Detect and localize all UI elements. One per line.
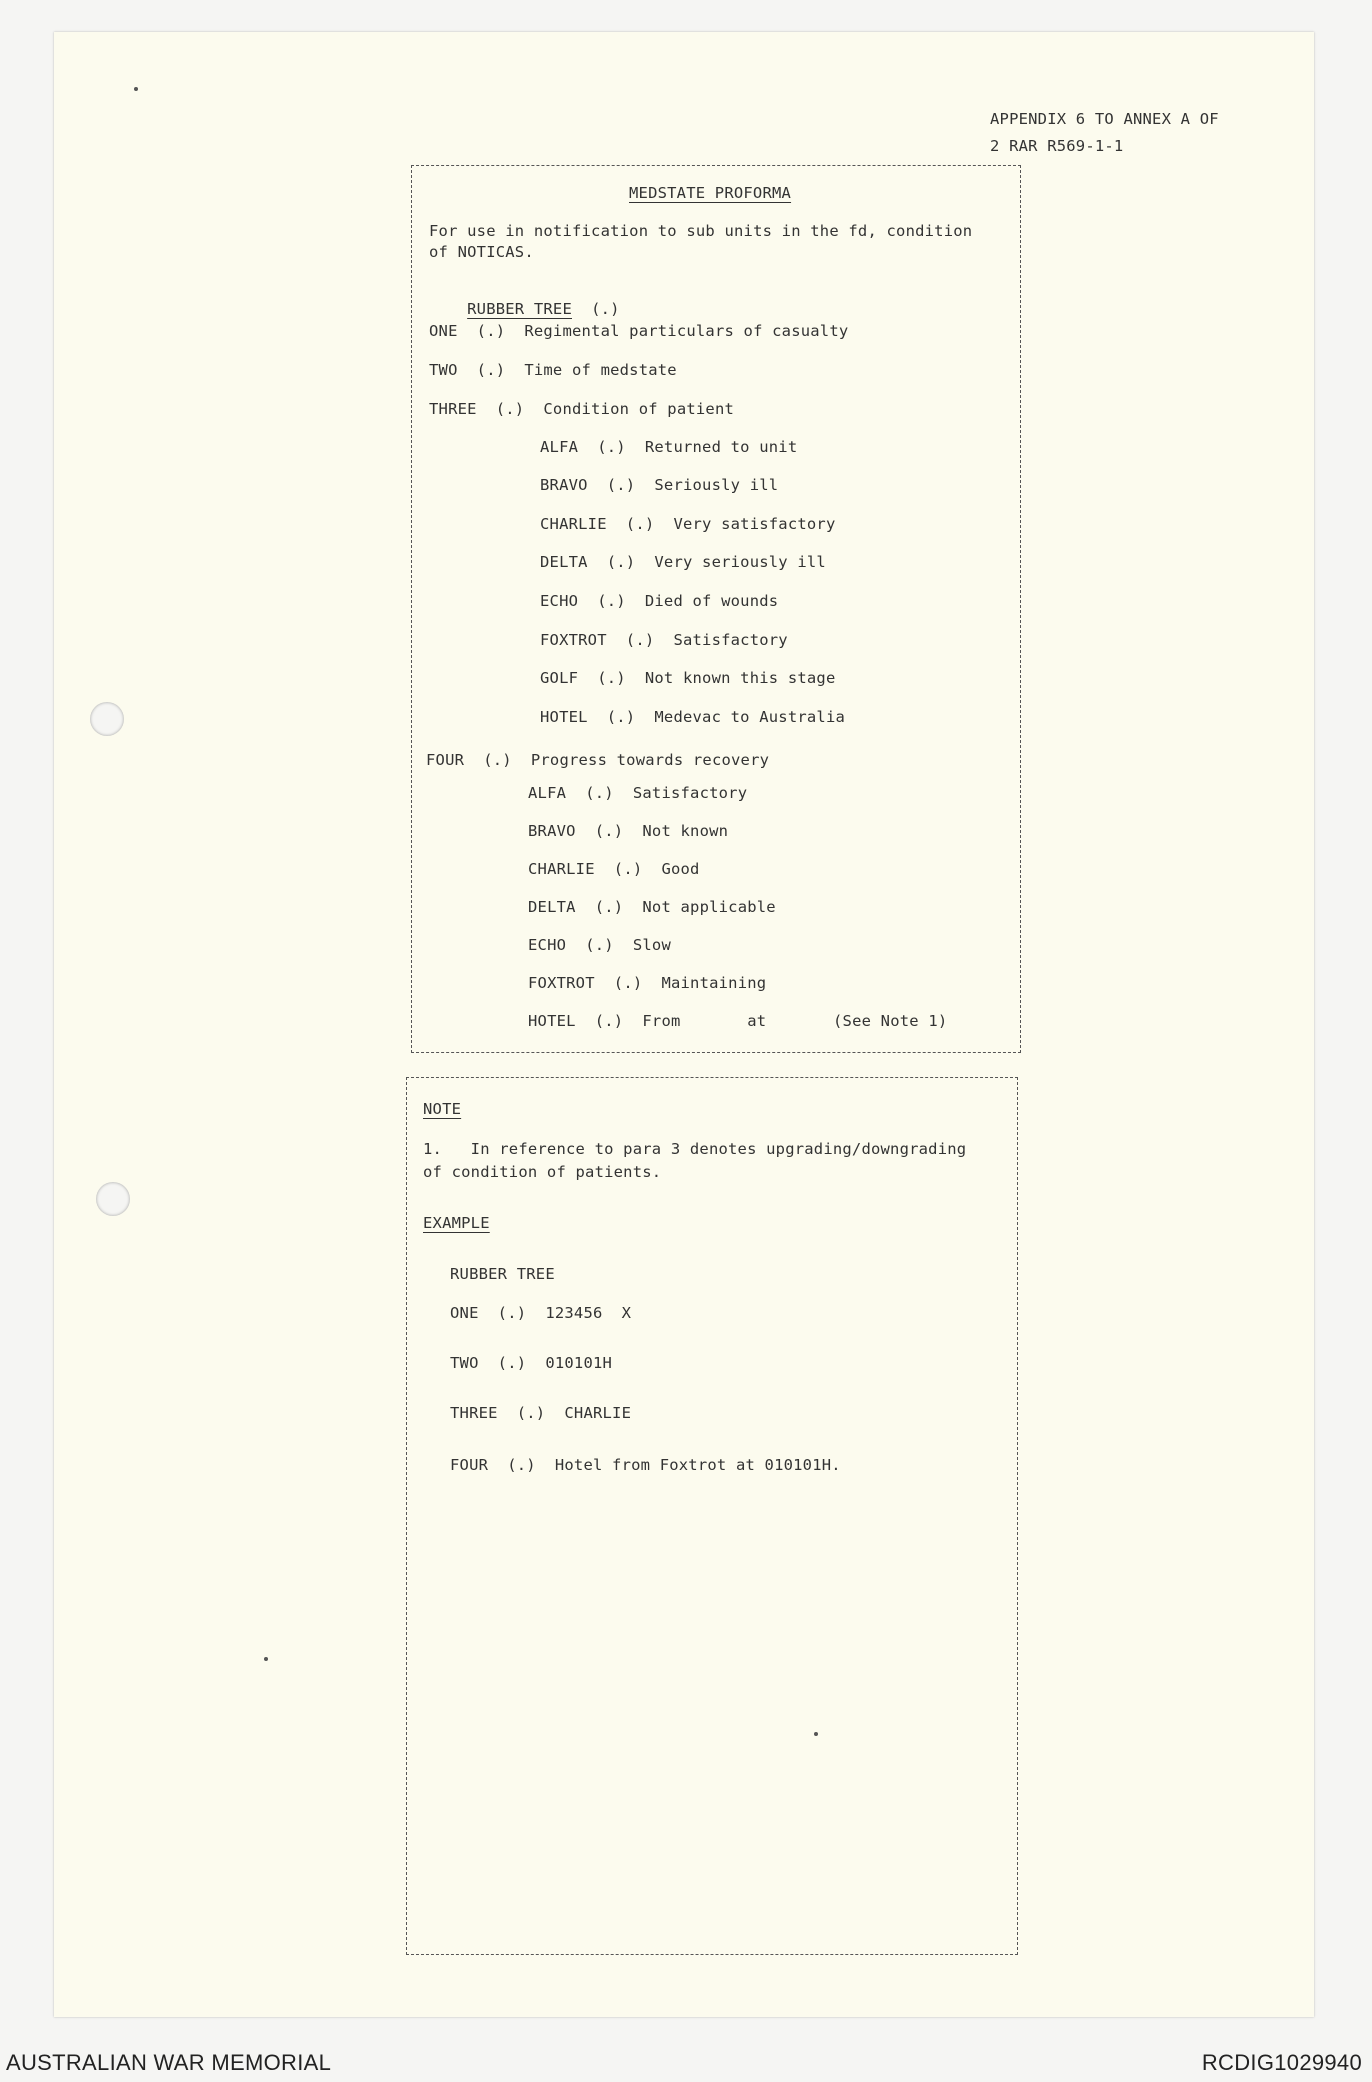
footer-left: AUSTRALIAN WAR MEMORIAL bbox=[6, 2050, 332, 2075]
example-line: FOUR (.) Hotel from Foxtrot at 010101H. bbox=[450, 1456, 841, 1474]
condition-option: GOLF (.) Not known this stage bbox=[540, 669, 836, 687]
progress-option: HOTEL (.) From at (See Note 1) bbox=[528, 1012, 948, 1030]
progress-option: FOXTROT (.) Maintaining bbox=[528, 974, 767, 992]
example-line: TWO (.) 010101H bbox=[450, 1354, 613, 1372]
condition-option: CHARLIE (.) Very satisfactory bbox=[540, 515, 836, 533]
note-1-line-1: 1. In reference to para 3 denotes upgrading/downgrading bbox=[423, 1140, 967, 1158]
example-line: RUBBER TREE bbox=[450, 1265, 555, 1283]
notes-box bbox=[406, 1077, 1018, 1955]
example-line: ONE (.) 123456 X bbox=[450, 1304, 632, 1322]
proforma-title: MEDSTATE PROFORMA bbox=[629, 184, 792, 202]
progress-option: DELTA (.) Not applicable bbox=[528, 898, 776, 916]
condition-option: BRAVO (.) Seriously ill bbox=[540, 476, 779, 494]
paper-speck bbox=[814, 1732, 818, 1736]
item-one: ONE (.) Regimental particulars of casualty bbox=[429, 322, 849, 340]
condition-option: ALFA (.) Returned to unit bbox=[540, 438, 798, 456]
item-two: TWO (.) Time of medstate bbox=[429, 361, 677, 379]
codeword-stop: (.) bbox=[591, 300, 620, 318]
condition-option: FOXTROT (.) Satisfactory bbox=[540, 631, 788, 649]
progress-option: CHARLIE (.) Good bbox=[528, 860, 700, 878]
paper-speck bbox=[134, 87, 138, 91]
proforma-intro-line-2: of NOTICAS. bbox=[429, 243, 534, 261]
condition-option: HOTEL (.) Medevac to Australia bbox=[540, 708, 846, 726]
reference-block bbox=[990, 106, 1219, 160]
item-three: THREE (.) Condition of patient bbox=[429, 400, 735, 418]
reference-line-2: 2 RAR R569-1-1 bbox=[990, 137, 1124, 155]
condition-option: ECHO (.) Died of wounds bbox=[540, 592, 779, 610]
proforma-intro-line-1: For use in notification to sub units in the fd, condition bbox=[429, 222, 973, 240]
example-heading: EXAMPLE bbox=[423, 1214, 490, 1232]
note-heading: NOTE bbox=[423, 1100, 462, 1118]
document-page bbox=[54, 32, 1314, 2017]
punch-hole bbox=[96, 1182, 130, 1216]
codeword: RUBBER TREE bbox=[467, 300, 572, 318]
example-line: THREE (.) CHARLIE bbox=[450, 1404, 632, 1422]
item-four: FOUR (.) Progress towards recovery bbox=[426, 751, 770, 769]
condition-option: DELTA (.) Very seriously ill bbox=[540, 553, 826, 571]
progress-option: BRAVO (.) Not known bbox=[528, 822, 729, 840]
punch-hole bbox=[90, 702, 124, 736]
paper-speck bbox=[264, 1657, 268, 1661]
note-1-line-2: of condition of patients. bbox=[423, 1163, 662, 1181]
progress-option: ALFA (.) Satisfactory bbox=[528, 784, 748, 802]
reference-line-1: APPENDIX 6 TO ANNEX A OF bbox=[990, 110, 1219, 128]
progress-option: ECHO (.) Slow bbox=[528, 936, 671, 954]
footer-right: RCDIG1029940 bbox=[1201, 2050, 1362, 2075]
